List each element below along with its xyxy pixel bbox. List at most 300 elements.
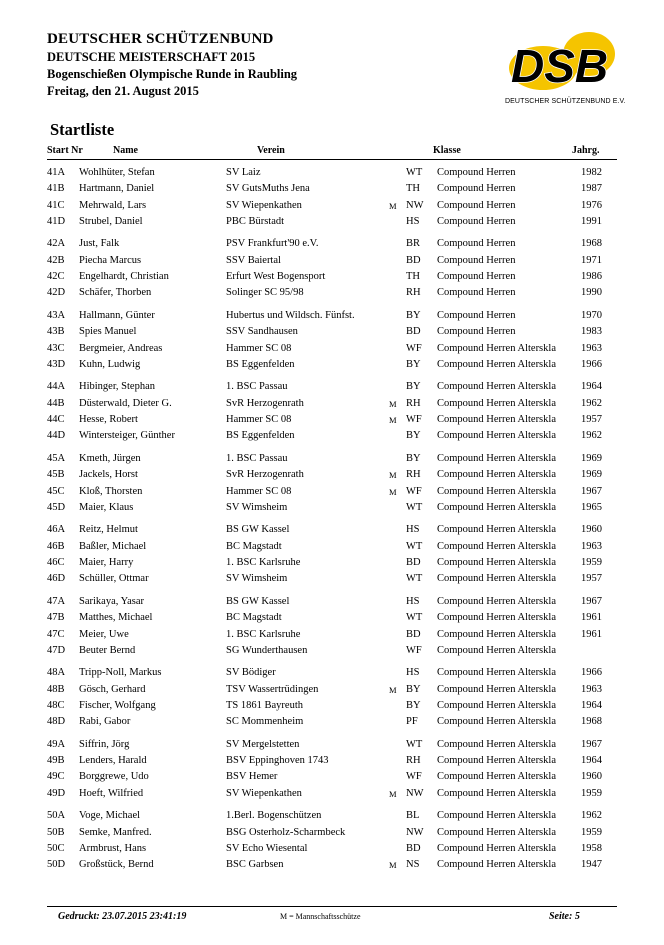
team-marker: M (389, 788, 397, 799)
athlete-name: Maier, Harry (79, 557, 134, 569)
start-number: 49A (47, 738, 66, 750)
start-number: 43A (47, 309, 66, 321)
club-name: BSV Hemer (226, 771, 278, 783)
state-code: BD (406, 628, 421, 640)
table-row (0, 165, 664, 181)
team-marker: M (389, 860, 397, 871)
team-legend: M = Mannschaftsschütze (280, 912, 361, 921)
start-number: 42C (47, 271, 65, 283)
class-name: Compound Herren Alterskla (437, 524, 556, 536)
club-name: SV Wimsheim (226, 573, 288, 585)
club-name: BC Magstadt (226, 540, 282, 552)
class-name: Compound Herren (437, 309, 516, 321)
state-code: BY (406, 381, 421, 393)
state-code: BD (406, 557, 421, 569)
state-code: WF (406, 414, 422, 426)
team-marker: M (389, 684, 397, 695)
athlete-name: Wohlhüter, Stefan (79, 167, 155, 178)
birth-year: 1969 (581, 469, 602, 481)
table-row (0, 500, 664, 516)
athlete-name: Fischer, Wolfgang (79, 699, 156, 711)
birth-year: 1964 (581, 381, 602, 393)
club-name: SG Wunderthausen (226, 644, 308, 656)
club-name: SSV Baiertal (226, 254, 281, 266)
start-number: 48A (47, 667, 66, 679)
start-number: 49D (47, 787, 66, 799)
start-number: 44D (47, 430, 66, 442)
athlete-name: Baßler, Michael (79, 540, 147, 552)
athlete-name: Borggrewe, Udo (79, 771, 149, 783)
birth-year: 1968 (581, 716, 602, 728)
athlete-name: Engelhardt, Christian (79, 271, 169, 283)
dsb-logo-graphic (505, 28, 620, 96)
birth-year: 1983 (581, 326, 602, 338)
class-name: Compound Herren (437, 183, 516, 195)
start-number: 47D (47, 644, 66, 656)
athlete-name: Reitz, Helmut (79, 524, 138, 536)
club-name: SV Wimsheim (226, 501, 288, 513)
club-name: 1. BSC Passau (226, 452, 288, 464)
state-code: BY (406, 452, 421, 464)
state-code: WF (406, 771, 422, 783)
table-row (0, 269, 664, 285)
class-name: Compound Herren (437, 199, 516, 211)
club-name: BSC Garbsen (226, 859, 284, 871)
athlete-name: Semke, Manfred. (79, 826, 152, 838)
club-name: 1. BSC Passau (226, 381, 288, 393)
table-row (0, 357, 664, 373)
state-code: BL (406, 810, 420, 822)
table-row (0, 412, 664, 428)
birth-year: 1958 (581, 842, 602, 854)
class-name: Compound Herren Alterskla (437, 826, 556, 838)
club-name: SV GutsMuths Jena (226, 183, 310, 195)
club-name: Hammer SC 08 (226, 485, 292, 497)
athlete-name: Piecha Marcus (79, 254, 142, 266)
state-code: RH (406, 287, 421, 299)
class-name: Compound Herren Alterskla (437, 716, 556, 728)
start-number: 50A (47, 810, 66, 822)
club-name: SC Mommenheim (226, 716, 304, 728)
col-header-name: Name (113, 145, 138, 156)
col-header-start: Start Nr (47, 145, 83, 156)
birth-year: 1982 (581, 167, 602, 178)
club-name: SvR Herzogenrath (226, 469, 304, 481)
start-number: 45C (47, 485, 65, 497)
table-row (0, 467, 664, 483)
birth-year: 1947 (581, 859, 602, 871)
state-code: WT (406, 738, 423, 750)
table-row (0, 665, 664, 681)
athlete-name: Matthes, Michael (79, 612, 153, 624)
class-name: Compound Herren Alterskla (437, 738, 556, 750)
start-number: 45D (47, 501, 66, 513)
birth-year: 1963 (581, 683, 602, 695)
state-code: NW (406, 199, 424, 211)
col-header-verein: Verein (257, 145, 285, 156)
athlete-name: Hesse, Robert (79, 414, 138, 426)
athlete-name: Hibinger, Stephan (79, 381, 155, 393)
class-name: Compound Herren Alterskla (437, 612, 556, 624)
birth-year: 1987 (581, 183, 602, 195)
state-code: HS (406, 595, 420, 607)
table-row (0, 236, 664, 252)
athlete-name: Düsterwald, Dieter G. (79, 397, 172, 409)
class-name: Compound Herren Alterskla (437, 573, 556, 585)
club-name: BSG Osterholz-Scharmbeck (226, 826, 346, 838)
start-number: 48D (47, 716, 66, 728)
club-name: SSV Sandhausen (226, 326, 298, 338)
class-name: Compound Herren (437, 326, 516, 338)
club-name: Hammer SC 08 (226, 414, 292, 426)
birth-year: 1967 (581, 738, 602, 750)
class-name: Compound Herren Alterskla (437, 414, 556, 426)
table-row (0, 698, 664, 714)
table-row (0, 841, 664, 857)
dsb-logo (505, 28, 626, 108)
state-code: BR (406, 238, 421, 250)
table-row (0, 571, 664, 587)
athlete-name: Siffrin, Jörg (79, 738, 130, 750)
state-code: NW (406, 826, 424, 838)
class-name: Compound Herren (437, 215, 516, 227)
federation-title: DEUTSCHER SCHÜTZENBUND (47, 31, 274, 47)
table-row (0, 825, 664, 841)
birth-year: 1959 (581, 557, 602, 569)
class-name: Compound Herren Alterskla (437, 595, 556, 607)
start-number: 42A (47, 238, 66, 250)
club-name: BS GW Kassel (226, 595, 290, 607)
printed-timestamp: Gedruckt: 23.07.2015 23:41:19 (58, 911, 187, 922)
club-name: 1. BSC Karlsruhe (226, 557, 301, 569)
club-name: SV Bödiger (226, 667, 276, 679)
start-number: 50D (47, 859, 66, 871)
state-code: WT (406, 573, 423, 585)
club-name: SV Mergelstetten (226, 738, 300, 750)
class-name: Compound Herren Alterskla (437, 810, 556, 822)
class-name: Compound Herren (437, 238, 516, 250)
club-name: SV Echo Wiesental (226, 842, 308, 854)
club-name: TSV Wassertrüdingen (226, 683, 319, 695)
team-marker: M (389, 415, 397, 426)
athlete-name: Armbrust, Hans (79, 842, 147, 854)
table-row (0, 555, 664, 571)
state-code: RH (406, 755, 421, 767)
start-number: 44C (47, 414, 65, 426)
club-name: BS Eggenfelden (226, 358, 295, 370)
table-row (0, 643, 664, 659)
class-name: Compound Herren (437, 167, 516, 178)
page-number: Seite: 5 (549, 911, 580, 922)
class-name: Compound Herren Alterskla (437, 342, 556, 354)
birth-year: 1976 (581, 199, 602, 211)
state-code: NS (406, 859, 420, 871)
state-code: HS (406, 215, 420, 227)
state-code: WF (406, 342, 422, 354)
table-row (0, 484, 664, 500)
class-name: Compound Herren Alterskla (437, 469, 556, 481)
class-name: Compound Herren Alterskla (437, 771, 556, 783)
start-number: 47A (47, 595, 66, 607)
state-code: RH (406, 397, 421, 409)
birth-year: 1970 (581, 309, 602, 321)
state-code: WF (406, 485, 422, 497)
state-code: HS (406, 524, 420, 536)
athlete-name: Gösch, Gerhard (79, 683, 146, 695)
state-code: BD (406, 254, 421, 266)
footer-divider (47, 906, 617, 907)
birth-year: 1991 (581, 215, 602, 227)
start-number: 44A (47, 381, 66, 393)
col-header-klasse: Klasse (433, 145, 461, 156)
athlete-name: Meier, Uwe (79, 628, 129, 640)
athlete-name: Just, Falk (79, 238, 120, 250)
state-code: WT (406, 540, 423, 552)
class-name: Compound Herren Alterskla (437, 859, 556, 871)
start-number: 48C (47, 699, 65, 711)
class-name: Compound Herren Alterskla (437, 501, 556, 513)
table-row (0, 198, 664, 214)
event-title: Bogenschießen Olympische Runde in Raubling (47, 67, 298, 81)
start-number: 47B (47, 612, 65, 624)
birth-year: 1969 (581, 452, 602, 464)
table-row (0, 594, 664, 610)
birth-year: 1986 (581, 271, 602, 283)
birth-year: 1961 (581, 628, 602, 640)
state-code: WF (406, 644, 422, 656)
athlete-name: Bergmeier, Andreas (79, 342, 163, 354)
table-row (0, 737, 664, 753)
club-name: Erfurt West Bogensport (226, 271, 326, 283)
team-marker: M (389, 200, 397, 211)
birth-year: 1962 (581, 397, 602, 409)
athlete-name: Tripp-Noll, Markus (79, 667, 162, 679)
athlete-name: Lenders, Harald (79, 755, 147, 767)
birth-year: 1957 (581, 414, 602, 426)
state-code: BY (406, 309, 421, 321)
club-name: BS GW Kassel (226, 524, 290, 536)
table-row (0, 753, 664, 769)
birth-year: 1990 (581, 287, 602, 299)
birth-year: 1966 (581, 358, 602, 370)
birth-year: 1963 (581, 342, 602, 354)
class-name: Compound Herren Alterskla (437, 557, 556, 569)
table-row (0, 214, 664, 230)
athlete-name: Spies Manuel (79, 326, 137, 338)
athlete-name: Voge, Michael (79, 810, 141, 822)
class-name: Compound Herren Alterskla (437, 683, 556, 695)
table-row (0, 857, 664, 873)
club-name: SV Wiepenkathen (226, 787, 302, 799)
club-name: 1.Berl. Bogenschützen (226, 810, 322, 822)
table-row (0, 682, 664, 698)
state-code: RH (406, 469, 421, 481)
state-code: BD (406, 842, 421, 854)
start-number: 45B (47, 469, 65, 481)
club-name: PBC Bürstadt (226, 215, 285, 227)
start-number: 49B (47, 755, 65, 767)
start-number: 47C (47, 628, 65, 640)
start-number: 41A (47, 167, 66, 178)
class-name: Compound Herren (437, 254, 516, 266)
class-name: Compound Herren Alterskla (437, 485, 556, 497)
birth-year: 1971 (581, 254, 602, 266)
club-name: SvR Herzogenrath (226, 397, 304, 409)
athlete-name: Mehrwald, Lars (79, 199, 147, 211)
birth-year: 1957 (581, 573, 602, 585)
state-code: TH (406, 271, 420, 283)
birth-year: 1968 (581, 238, 602, 250)
athlete-name: Beuter Bernd (79, 644, 136, 656)
start-number: 43C (47, 342, 65, 354)
athlete-name: Kmeth, Jürgen (79, 452, 141, 464)
athlete-name: Wintersteiger, Günther (79, 430, 175, 442)
class-name: Compound Herren Alterskla (437, 787, 556, 799)
team-marker: M (389, 398, 397, 409)
table-row (0, 308, 664, 324)
class-name: Compound Herren Alterskla (437, 381, 556, 393)
event-date: Freitag, den 21. August 2015 (47, 84, 199, 98)
start-number: 42B (47, 254, 65, 266)
class-name: Compound Herren Alterskla (437, 628, 556, 640)
birth-year: 1959 (581, 787, 602, 799)
start-number: 50C (47, 842, 65, 854)
class-name: Compound Herren (437, 271, 516, 283)
birth-year: 1966 (581, 667, 602, 679)
class-name: Compound Herren Alterskla (437, 842, 556, 854)
state-code: WT (406, 501, 423, 513)
birth-year: 1962 (581, 810, 602, 822)
table-row (0, 627, 664, 643)
birth-year: 1965 (581, 501, 602, 513)
birth-year: 1964 (581, 755, 602, 767)
athlete-name: Schäfer, Thorben (79, 287, 152, 299)
birth-year: 1960 (581, 771, 602, 783)
table-row (0, 451, 664, 467)
club-name: BSV Eppinghoven 1743 (226, 755, 329, 767)
table-row (0, 808, 664, 824)
athlete-name: Großstück, Bernd (79, 859, 154, 871)
championship-title: DEUTSCHE MEISTERSCHAFT 2015 (47, 50, 256, 64)
table-row (0, 396, 664, 412)
club-name: Hammer SC 08 (226, 342, 292, 354)
club-name: BC Magstadt (226, 612, 282, 624)
class-name: Compound Herren Alterskla (437, 755, 556, 767)
state-code: WT (406, 167, 423, 178)
club-name: Solinger SC 95/98 (226, 287, 304, 299)
start-number: 46C (47, 557, 65, 569)
athlete-name: Sarikaya, Yasar (79, 595, 145, 607)
class-name: Compound Herren (437, 287, 516, 299)
club-name: 1. BSC Karlsruhe (226, 628, 301, 640)
table-row (0, 181, 664, 197)
table-row (0, 341, 664, 357)
class-name: Compound Herren Alterskla (437, 358, 556, 370)
team-marker: M (389, 486, 397, 497)
club-name: BS Eggenfelden (226, 430, 295, 442)
state-code: BY (406, 699, 421, 711)
state-code: TH (406, 183, 420, 195)
table-row (0, 522, 664, 538)
start-number: 41D (47, 215, 66, 227)
club-name: TS 1861 Bayreuth (226, 699, 303, 711)
birth-year: 1967 (581, 595, 602, 607)
birth-year: 1963 (581, 540, 602, 552)
start-number: 45A (47, 452, 66, 464)
birth-year: 1959 (581, 826, 602, 838)
class-name: Compound Herren Alterskla (437, 644, 556, 656)
table-row (0, 610, 664, 626)
athlete-name: Hoeft, Wilfried (79, 787, 144, 799)
athlete-name: Hallmann, Günter (79, 309, 155, 321)
table-row (0, 714, 664, 730)
start-number: 48B (47, 683, 65, 695)
logo-caption: DEUTSCHER SCHÜTZENBUND E.V. (505, 98, 626, 105)
table-row (0, 324, 664, 340)
team-marker: M (389, 470, 397, 481)
athlete-name: Rabi, Gabor (79, 716, 131, 728)
start-number: 41B (47, 183, 65, 195)
start-number: 50B (47, 826, 65, 838)
athlete-name: Jackels, Horst (79, 469, 138, 481)
state-code: NW (406, 787, 424, 799)
birth-year: 1962 (581, 430, 602, 442)
document-header (47, 30, 297, 100)
class-name: Compound Herren Alterskla (437, 699, 556, 711)
start-number: 41C (47, 199, 65, 211)
state-code: PF (406, 716, 418, 728)
table-row (0, 285, 664, 301)
col-header-jahrgang: Jahrg. (572, 145, 600, 156)
class-name: Compound Herren Alterskla (437, 540, 556, 552)
state-code: BY (406, 430, 421, 442)
state-code: HS (406, 667, 420, 679)
class-name: Compound Herren Alterskla (437, 452, 556, 464)
table-row (0, 539, 664, 555)
table-row (0, 786, 664, 802)
state-code: BY (406, 358, 421, 370)
athlete-name: Schüller, Ottmar (79, 573, 149, 585)
athlete-name: Hartmann, Daniel (79, 183, 155, 195)
table-row (0, 253, 664, 269)
table-row (0, 428, 664, 444)
state-code: BD (406, 326, 421, 338)
birth-year: 1967 (581, 485, 602, 497)
start-number: 42D (47, 287, 66, 299)
start-number: 46D (47, 573, 66, 585)
start-number: 43B (47, 326, 65, 338)
state-code: BY (406, 683, 421, 695)
table-row (0, 769, 664, 785)
class-name: Compound Herren Alterskla (437, 430, 556, 442)
birth-year: 1964 (581, 699, 602, 711)
class-name: Compound Herren Alterskla (437, 667, 556, 679)
club-name: SV Laiz (226, 167, 261, 178)
start-number: 46A (47, 524, 66, 536)
start-number: 46B (47, 540, 65, 552)
start-list (0, 165, 664, 874)
athlete-name: Strubel, Daniel (79, 215, 143, 227)
start-number: 49C (47, 771, 65, 783)
header-divider (47, 159, 617, 160)
page-title: Startliste (50, 120, 115, 139)
club-name: Hubertus und Wildsch. Fünfst. (226, 309, 355, 321)
logo-letters: DSB (511, 40, 609, 92)
club-name: PSV Frankfurt'90 e.V. (226, 238, 319, 250)
class-name: Compound Herren Alterskla (437, 397, 556, 409)
table-row (0, 379, 664, 395)
athlete-name: Kloß, Thorsten (79, 485, 143, 497)
